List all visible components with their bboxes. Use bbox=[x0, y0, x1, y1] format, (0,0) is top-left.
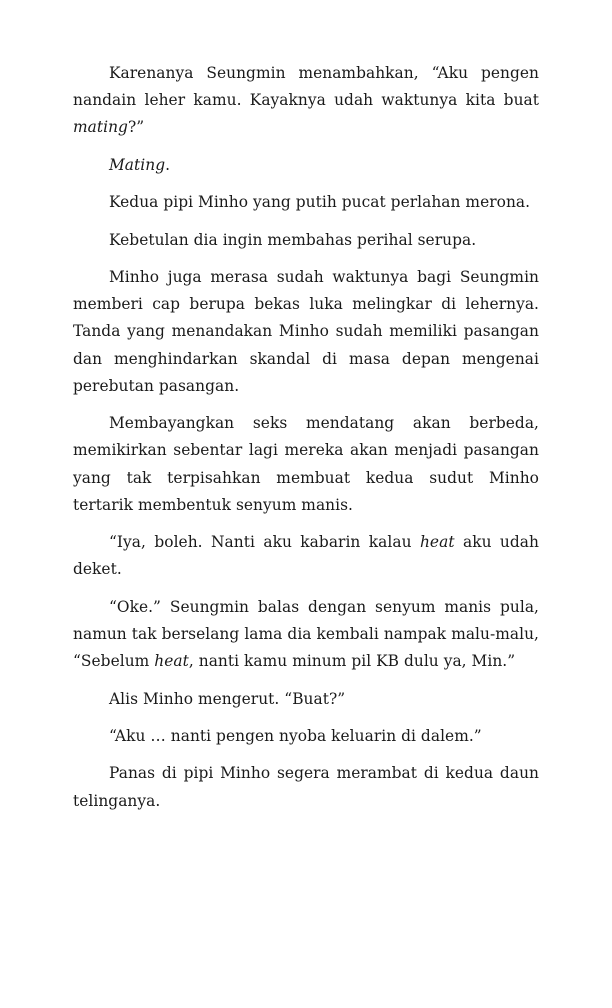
paragraph-3 bbox=[73, 189, 539, 216]
paragraph-5 bbox=[73, 264, 539, 400]
paragraph-5-text: Minho juga merasa sudah waktunya bagi Seungmin memberi cap berupa bekas luka melingkar di lehernya. Tanda yang menandakan Minho sudah memiliki pasangan dan menghindarkan skandal di masa depan mengenai perebutan pasangan. bbox=[73, 267, 539, 395]
paragraph-4-text: Kebetulan dia ingin membahas perihal serupa. bbox=[109, 230, 477, 249]
paragraph-8 bbox=[73, 594, 539, 676]
paragraph-7-text-2: aku udah deket. bbox=[73, 533, 539, 579]
paragraph-7-text-1: “Iya, boleh. Nanti aku kabarin kalau bbox=[109, 533, 420, 552]
book-page bbox=[73, 60, 539, 825]
paragraph-1-italic-mating: mating bbox=[73, 118, 128, 137]
paragraph-2 bbox=[73, 152, 539, 179]
paragraph-9 bbox=[73, 686, 539, 713]
paragraph-10 bbox=[73, 723, 539, 750]
paragraph-11 bbox=[73, 760, 539, 814]
paragraph-4 bbox=[73, 227, 539, 254]
paragraph-11-text: Panas di pipi Minho segera merambat di kedua daun telinganya. bbox=[73, 764, 539, 810]
paragraph-8-text-2: , nanti kamu minum pil KB dulu ya, Min.” bbox=[188, 652, 516, 671]
paragraph-8-text-1: “Oke.” Seungmin balas dengan senyum manis pula, namun tak berselang lama dia kembali nampak malu-malu, “Sebelum bbox=[73, 597, 539, 671]
paragraph-6 bbox=[73, 410, 539, 519]
paragraph-1-text-2: ?” bbox=[127, 118, 145, 137]
paragraph-7-italic-heat: heat bbox=[419, 533, 455, 552]
paragraph-1-text-1: Karenanya Seungmin menambahkan, “Aku pengen nandain leher kamu. Kayaknya udah waktunya kita buat bbox=[73, 64, 539, 110]
paragraph-10-text: “Aku … nanti pengen nyoba keluarin di dalem.” bbox=[109, 726, 482, 745]
paragraph-3-text: Kedua pipi Minho yang putih pucat perlahan merona. bbox=[109, 193, 531, 212]
paragraph-9-text: Alis Minho mengerut. “Buat?” bbox=[109, 689, 346, 708]
paragraph-2-italic-mating: Mating bbox=[109, 155, 166, 174]
paragraph-8-italic-heat: heat bbox=[154, 652, 189, 671]
paragraph-7 bbox=[73, 529, 539, 583]
paragraph-6-text: Membayangkan seks mendatang akan berbeda, memikirkan sebentar lagi mereka akan menjadi pasangan yang tak terpisahkan membuat kedua sudut Minho tertarik membentuk senyum manis. bbox=[73, 414, 539, 514]
paragraph-2-text: . bbox=[165, 155, 171, 174]
paragraph-1 bbox=[73, 60, 539, 142]
